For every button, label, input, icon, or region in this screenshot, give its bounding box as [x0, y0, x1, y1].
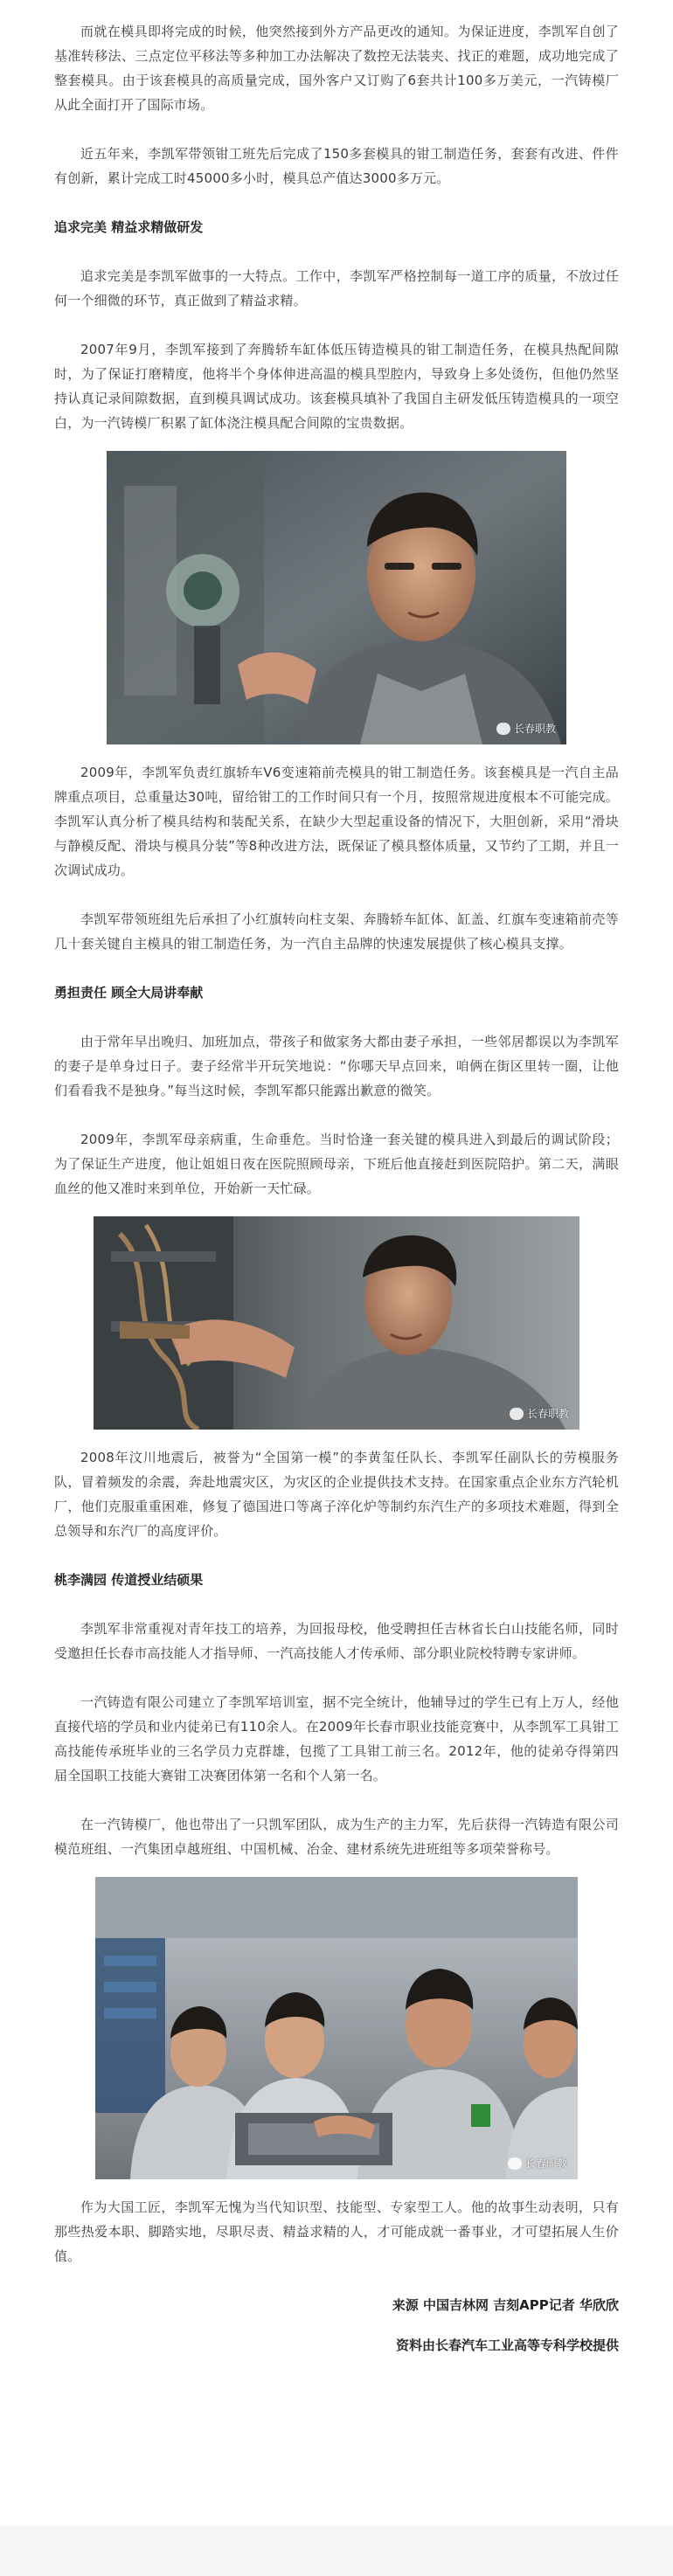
paragraph: 而就在模具即将完成的时候，他突然接到外方产品更改的通知。为保证进度，李凯军自创了基准转移法、三点定位平移法等多种加工办法解决了数控无法装夹、找正的难题，成功地完成了整套模具。由于该套模具的高质量完成，国外客户又订购了6套共计100多万美元，一汽铸模厂从此全面打开了国际市场。 — [54, 24, 619, 113]
provider-credit: 资料由长春汽车工业高等专科学校提供 — [395, 2337, 619, 2353]
paragraph: 李凯军非常重视对青年技工的培养，为回报母校，他受聘担任吉林省长白山技能名师，同时受邀担任长春市高技能人才指导师、一汽高技能人才传承师、部分职业院校特聘专家讲师。 — [54, 1621, 619, 1661]
source-credit: 来源 中国吉林网 吉刻APP记者 华欣欣 — [392, 2297, 619, 2313]
paragraph: 一汽铸造有限公司建立了李凯军培训室，据不完全统计，他辅导过的学生已有上万人，经他直接代培的学员和业内徒弟已有110余人。在2009年长春市职业技能竞赛中，从李凯军工具钳工高技能传承班毕业的三名学员力克群雄，包揽了工具钳工前三名。2012年，他的徒弟夺得第四届全国职工技能大赛钳工决赛团体第一名和个人第一名。 — [54, 1694, 619, 1783]
paragraph: 2008年汶川地震后，被誉为“全国第一模”的李黄玺任队长、李凯军任副队长的劳模服务队，冒着频发的余震，奔赴地震灾区，为灾区的企业提供技术支持。在国家重点企业东方汽轮机厂，他们克服重重困难，修复了德国进口等离子淬化炉等制约东汽生产的多项技术难题，得到全总领导和东汽厂的高度评价。 — [54, 1450, 619, 1539]
paragraph: 近五年来，李凯军带领钳工班先后完成了150多套模具的钳工制造任务，套套有改进、件件有创新，累计完成工时45000多小时，模具总产值达3000多万元。 — [54, 146, 619, 186]
watermark: 长春职教 — [496, 721, 556, 736]
workshop-photo-icon — [94, 1216, 579, 1430]
paragraph: 由于常年早出晚归、加班加点，带孩子和做家务大都由妻子承担，一些邻居都误以为李凯军的妻子是单身过日子。妻子经常半开玩笑地说：“你哪天早点回来，咱俩在街区里转一圈，让他们看看我不是独身。”每当这时候，李凯军都只能露出歉意的微笑。 — [54, 1034, 619, 1098]
paragraph: 在一汽铸模厂，他也带出了一只凯军团队，成为生产的主力军，先后获得一汽铸造有限公司模范班组、一汽集团卓越班组、中国机械、冶金、建材系统先进班组等多项荣誉称号。 — [54, 1817, 619, 1857]
paragraph: 追求完美是李凯军做事的一大特点。工作中，李凯军严格控制每一道工序的质量，不放过任何一个细微的环节，真正做到了精益求精。 — [54, 268, 619, 308]
wechat-icon — [508, 2157, 522, 2170]
team-photo-icon — [95, 1877, 578, 2179]
section-heading: 桃李满园 传道授业结硕果 — [54, 1572, 204, 1588]
wechat-icon — [510, 1408, 524, 1420]
portrait-photo — [107, 451, 566, 744]
paragraph: 2007年9月，李凯军接到了奔腾轿车缸体低压铸造模具的钳工制造任务，在模具热配间隙时，为了保证打磨精度，他将半个身体伸进高温的模具型腔内，导致身上多处烫伤，但他仍然坚持认真记录间隙数据，直到模具调试成功。该套模具填补了我国自主研发低压铸造模具的一项空白，为一汽铸模厂积累了缸体浇注模具配合间隙的宝贵数据。 — [54, 342, 619, 431]
paragraph: 作为大国工匠，李凯军无愧为当代知识型、技能型、专家型工人。他的故事生动表明，只有那些热爱本职、脚踏实地，尽职尽责、精益求精的人，才可能成就一番事业，才可望拓展人生价值。 — [54, 2199, 619, 2264]
paragraph: 2009年，李凯军母亲病重，生命垂危。当时恰逢一套关键的模具进入到最后的调试阶段；为了保证生产进度，他让姐姐日夜在医院照顾母亲，下班后他直接赶到医院陪护。第二天，满眼血丝的他又准时来到单位，开始新一天忙碌。 — [54, 1132, 619, 1196]
portrait-photo-icon — [107, 451, 566, 744]
team-photo — [95, 1877, 578, 2179]
section-heading: 勇担责任 顾全大局讲奉献 — [54, 985, 204, 1001]
workshop-photo — [94, 1216, 579, 1430]
footer-bar — [0, 2525, 673, 2576]
section-heading: 追求完美 精益求精做研发 — [54, 219, 204, 235]
paragraph: 李凯军带领班组先后承担了小红旗转向柱支架、奔腾轿车缸体、缸盖、红旗车变速箱前壳等几十套关键自主模具的钳工制造任务，为一汽自主品牌的快速发展提供了核心模具支撑。 — [54, 911, 619, 952]
watermark: 长春职教 — [510, 1406, 569, 1421]
wechat-icon — [496, 723, 510, 735]
paragraph: 2009年，李凯军负责红旗轿车V6变速箱前壳模具的钳工制造任务。该套模具是一汽自主品牌重点项目，总重量达30吨，留给钳工的工作时间只有一个月，按照常规进度根本不可能完成。李凯军认真分析了模具结构和装配关系，在缺少大型起重设备的情况下，大胆创新，采用“滑块与静模反配、滑块与模具分装”等8种改进方法，既保证了模具整体质量，又节约了工期，并且一次调试成功。 — [54, 765, 619, 878]
watermark: 长春职教 — [508, 2156, 567, 2171]
